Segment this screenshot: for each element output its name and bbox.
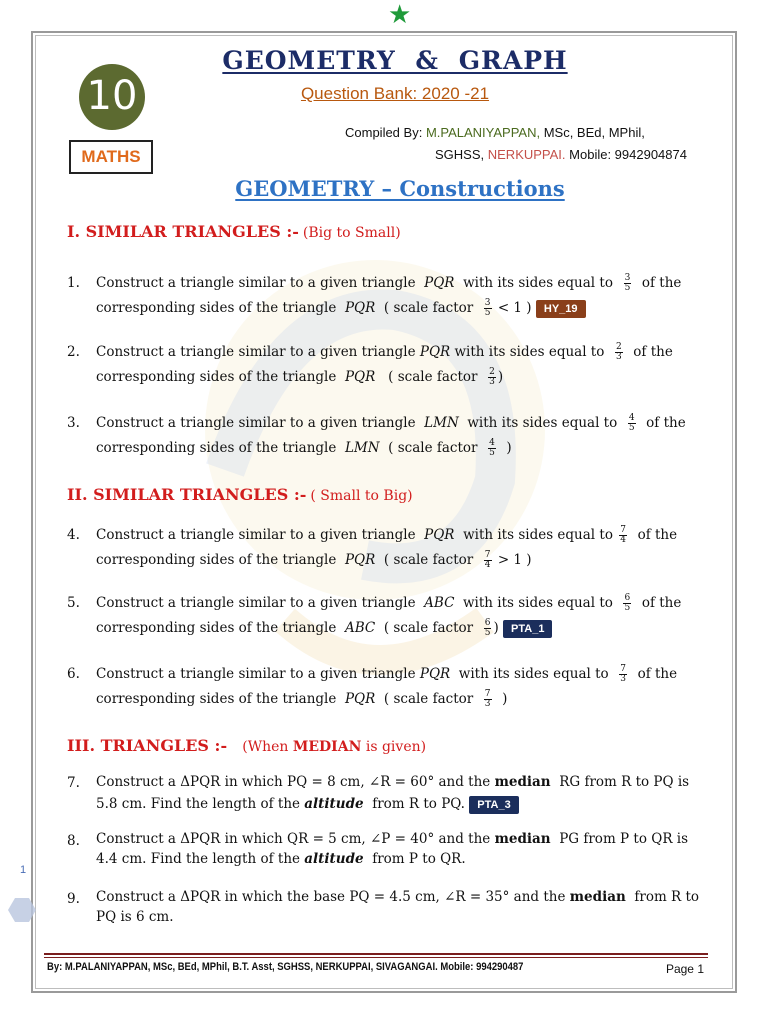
- fraction: $\frac{7}{4}$: [484, 550, 491, 570]
- section-heading-1: [67, 222, 401, 241]
- question-text: with its sides equal to: [463, 275, 613, 291]
- question-text: Construct a triangle similar to a given triangle: [96, 275, 416, 291]
- question-text: of the: [633, 344, 673, 360]
- page-number: Page 1: [665, 962, 704, 976]
- question-text: ( scale factor: [383, 691, 474, 707]
- question-text: with its sides equal to: [463, 595, 613, 611]
- question-number: 5.: [67, 595, 80, 611]
- question-text: Construct a ΔPQR in which QR = 5 cm, ∠P = 40° and the: [96, 831, 491, 847]
- compiled-by-label: Compiled By:: [345, 125, 423, 140]
- exam-tag: PTA_1: [503, 620, 552, 638]
- question-text: with its sides equal to: [454, 344, 605, 360]
- question-text: RG from R to PQ is: [559, 774, 690, 790]
- question-text: Construct a triangle similar to a given triangle: [96, 415, 416, 431]
- footer-divider: [44, 953, 708, 955]
- question-text: Construct a ΔPQR in which PQ = 8 cm, ∠R = 60° and the: [96, 774, 491, 790]
- fraction: $\frac{3}{5}$: [484, 298, 491, 318]
- fraction: $\frac{2}{3}$: [615, 342, 622, 362]
- question-text: PG from P to QR is: [559, 831, 689, 847]
- question-number: 2.: [67, 344, 80, 360]
- keyword-altitude: altitude: [304, 851, 364, 867]
- question-text: ( scale factor: [383, 552, 474, 568]
- section-heading-3: [67, 736, 426, 755]
- question-text: ( scale factor: [388, 440, 478, 456]
- question-text: corresponding sides of the triangle: [96, 369, 337, 385]
- footer-byline: By: M.PALANIYAPPAN, MSc, BEd, MPhil, B.T. Asst, SGHSS, NERKUPPAI, SIVAGANGAI. Mobile: 994290487: [47, 961, 524, 973]
- fraction: $\frac{2}{3}$: [489, 367, 495, 387]
- exam-tag: PTA_3: [469, 796, 518, 814]
- question-number: 7.: [67, 775, 80, 791]
- question-text: of the: [641, 275, 682, 291]
- mobile-number: Mobile: 9942904874: [569, 147, 687, 162]
- keyword-altitude: altitude: [304, 796, 364, 812]
- question-text: 4.4 cm. Find the length of the: [96, 851, 300, 867]
- grade-badge: 10: [79, 64, 145, 130]
- question-text: Construct a ΔPQR in which the base PQ = 4.5 cm, ∠R = 35° and the: [96, 889, 566, 905]
- section-note-bold: MEDIAN: [292, 739, 362, 755]
- fraction: $\frac{7}{3}$: [484, 689, 491, 709]
- margin-page-number: 1: [20, 864, 27, 876]
- question-text: corresponding sides of the triangle: [96, 300, 337, 316]
- keyword-median: median: [494, 774, 551, 790]
- exam-tag: HY_19: [536, 300, 586, 318]
- question-number: 9.: [67, 891, 80, 907]
- question-text: 5.8 cm. Find the length of the: [96, 796, 300, 812]
- footer-divider-thin: [44, 957, 708, 958]
- fraction: $\frac{6}{5}$: [484, 618, 491, 638]
- fraction: $\frac{4}{5}$: [489, 438, 495, 458]
- question-text: corresponding sides of the triangle: [96, 691, 337, 707]
- question-number: 1.: [67, 275, 80, 291]
- fraction: $\frac{7}{3}$: [620, 664, 626, 684]
- fraction: $\frac{7}{4}$: [620, 525, 626, 545]
- question-text: of the: [646, 415, 686, 431]
- town-name: NERKUPPAI.: [487, 147, 566, 162]
- question-text: Construct a triangle similar to a given triangle: [96, 527, 416, 543]
- question-text: Construct a triangle similar to a given triangle: [96, 595, 416, 611]
- keyword-median: median: [494, 831, 551, 847]
- keyword-median: median: [569, 889, 626, 905]
- question-text: corresponding sides of the triangle: [96, 620, 337, 636]
- question-text: ( scale factor: [388, 369, 478, 385]
- question-text: of the: [641, 595, 682, 611]
- subject-label: MATHS: [69, 140, 153, 174]
- question-number: 8.: [67, 833, 80, 849]
- question-bank-subtitle: Question Bank: 2020 -21: [300, 84, 490, 103]
- section-label: III. TRIANGLES :-: [67, 736, 228, 755]
- school-name: SGHSS,: [435, 147, 485, 162]
- section-note-text: (When: [242, 739, 293, 755]
- star-icon: ★: [388, 0, 412, 30]
- section-note: ( Small to Big): [310, 488, 413, 504]
- question-number: 3.: [67, 415, 80, 431]
- question-text: corresponding sides of the triangle: [96, 552, 337, 568]
- question-text: with its sides equal to: [467, 415, 618, 431]
- section-label: II. SIMILAR TRIANGLES :-: [67, 485, 307, 504]
- section-note: [242, 739, 426, 755]
- question-text: with its sides equal to: [458, 666, 609, 682]
- section-note: (Big to Small): [302, 225, 401, 241]
- question-text: ( scale factor: [383, 300, 474, 316]
- question-text: from R to: [634, 889, 700, 905]
- section-note-text: is given): [361, 739, 427, 755]
- page-heading: GEOMETRY – Constructions: [235, 176, 565, 201]
- question-text: from R to PQ.: [372, 796, 465, 812]
- question-number: 6.: [67, 666, 80, 682]
- question-text: Construct a triangle similar to a given triangle: [96, 666, 416, 682]
- section-heading-2: [67, 485, 413, 504]
- fraction: $\frac{6}{5}$: [624, 593, 631, 613]
- question-text: PQ is 6 cm.: [96, 909, 174, 925]
- question-text: of the: [637, 666, 678, 682]
- question-text: from P to QR.: [372, 851, 466, 867]
- question-text: ( scale factor: [383, 620, 474, 636]
- question-text: corresponding sides of the triangle: [96, 440, 337, 456]
- question-text: of the: [637, 527, 678, 543]
- compiler-degrees: MSc, BEd, MPhil,: [540, 125, 645, 140]
- compiler-info: [330, 122, 715, 166]
- fraction: $\frac{4}{5}$: [628, 413, 635, 433]
- question-number: 4.: [67, 527, 80, 543]
- document-title: GEOMETRY & GRAPH: [222, 46, 568, 75]
- section-label: I. SIMILAR TRIANGLES :-: [67, 222, 299, 241]
- question-text: Construct a triangle similar to a given triangle: [96, 344, 416, 360]
- compiler-name: M.PALANIYAPPAN,: [425, 125, 541, 140]
- question-text: with its sides equal to: [463, 527, 613, 543]
- fraction: $\frac{3}{5}$: [624, 273, 631, 293]
